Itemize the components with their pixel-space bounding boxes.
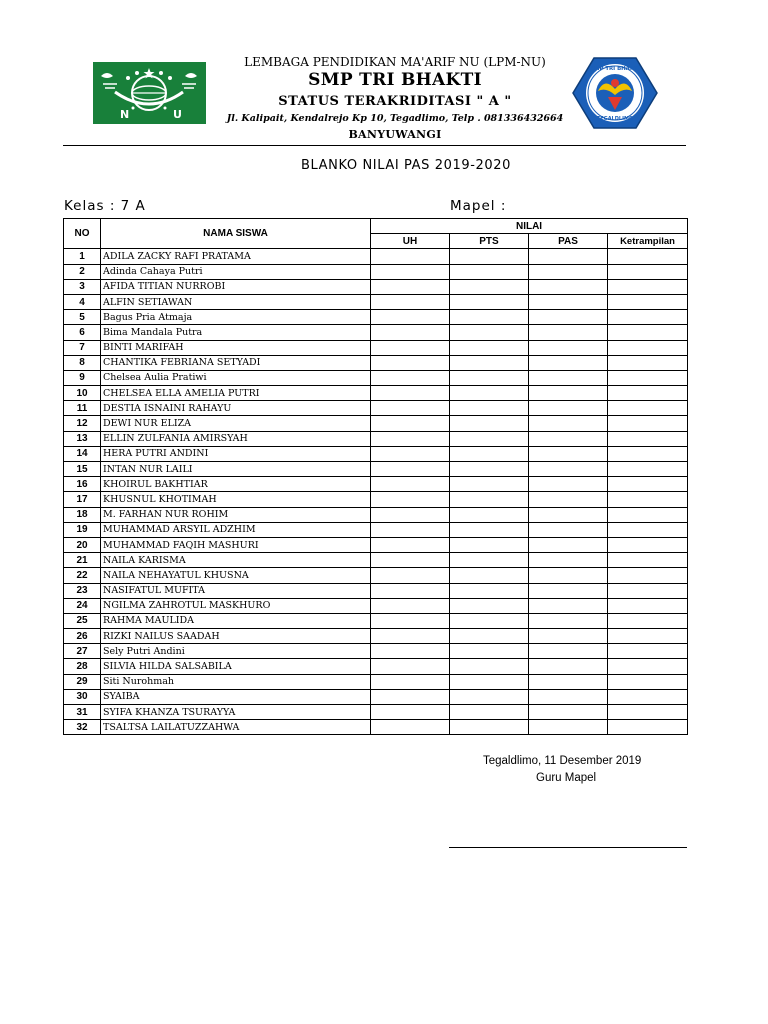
grade-cell-uh[interactable] <box>371 613 450 628</box>
grade-cell-pts[interactable] <box>450 401 529 416</box>
grade-cell-pas[interactable] <box>529 325 608 340</box>
grade-cell-pts[interactable] <box>450 674 529 689</box>
grade-cell-pts[interactable] <box>450 446 529 461</box>
grade-cell-pts[interactable] <box>450 310 529 325</box>
row-number: 15 <box>64 462 101 477</box>
grade-cell-ketrampilan[interactable] <box>608 325 688 340</box>
table-row <box>64 264 688 279</box>
grade-cell-pts[interactable] <box>450 416 529 431</box>
institution-name: LEMBAGA PENDIDIKAN MA'ARIF NU (LPM-NU) <box>244 55 546 69</box>
student-name: KHOIRUL BAKHTIAR <box>101 477 371 492</box>
row-number: 2 <box>64 264 101 279</box>
header-ketrampilan: Ketrampilan <box>608 234 688 249</box>
student-name: HERA PUTRI ANDINI <box>101 446 371 461</box>
grade-cell-pas[interactable] <box>529 310 608 325</box>
row-number: 19 <box>64 522 101 537</box>
table-row <box>64 355 688 370</box>
signature-role: Guru Mapel <box>536 772 597 784</box>
row-number: 14 <box>64 446 101 461</box>
student-name: NAILA KARISMA <box>101 553 371 568</box>
grade-cell-ketrampilan[interactable] <box>608 462 688 477</box>
row-number: 16 <box>64 477 101 492</box>
grade-cell-ketrampilan[interactable] <box>608 522 688 537</box>
grade-cell-ketrampilan[interactable] <box>608 279 688 294</box>
grade-cell-ketrampilan[interactable] <box>608 401 688 416</box>
student-name: MUHAMMAD FAQIH MASHURI <box>101 537 371 552</box>
grade-cell-ketrampilan[interactable] <box>608 568 688 583</box>
header-uh: UH <box>371 234 450 249</box>
row-number: 6 <box>64 325 101 340</box>
grade-cell-pts[interactable] <box>450 249 529 264</box>
grade-cell-ketrampilan[interactable] <box>608 386 688 401</box>
grade-cell-pas[interactable] <box>529 507 608 522</box>
school-city: BANYUWANGI <box>348 128 442 141</box>
grade-cell-pts[interactable] <box>450 644 529 659</box>
grade-cell-ketrampilan[interactable] <box>608 659 688 674</box>
header-no: NO <box>64 219 101 249</box>
student-name: DESTIA ISNAINI RAHAYU <box>101 401 371 416</box>
grade-cell-uh[interactable] <box>371 370 450 385</box>
grade-cell-pts[interactable] <box>450 462 529 477</box>
row-number: 20 <box>64 537 101 552</box>
grade-cell-pas[interactable] <box>529 583 608 598</box>
grade-cell-ketrampilan[interactable] <box>608 629 688 644</box>
grade-cell-ketrampilan[interactable] <box>608 492 688 507</box>
grade-cell-pas[interactable] <box>529 553 608 568</box>
grade-cell-ketrampilan[interactable] <box>608 355 688 370</box>
grade-cell-pas[interactable] <box>529 446 608 461</box>
student-name: Bima Mandala Putra <box>101 325 371 340</box>
grade-cell-uh[interactable] <box>371 386 450 401</box>
table-row <box>64 325 688 340</box>
table-row <box>64 386 688 401</box>
row-number: 26 <box>64 629 101 644</box>
table-row <box>64 340 688 355</box>
grade-cell-pts[interactable] <box>450 370 529 385</box>
student-name: INTAN NUR LAILI <box>101 462 371 477</box>
table-row <box>64 310 688 325</box>
grade-cell-uh[interactable] <box>371 553 450 568</box>
grade-cell-ketrampilan[interactable] <box>608 340 688 355</box>
table-row <box>64 720 688 735</box>
table-row <box>64 568 688 583</box>
grade-cell-ketrampilan[interactable] <box>608 249 688 264</box>
grade-cell-pts[interactable] <box>450 720 529 735</box>
table-row <box>64 462 688 477</box>
table-row <box>64 629 688 644</box>
grade-cell-pas[interactable] <box>529 249 608 264</box>
grade-cell-uh[interactable] <box>371 674 450 689</box>
row-number: 24 <box>64 598 101 613</box>
grade-cell-uh[interactable] <box>371 264 450 279</box>
grade-cell-ketrampilan[interactable] <box>608 613 688 628</box>
nu-letter-u: U <box>173 108 182 121</box>
grade-cell-uh[interactable] <box>371 462 450 477</box>
grade-cell-pas[interactable] <box>529 294 608 309</box>
row-number: 31 <box>64 705 101 720</box>
row-number: 4 <box>64 294 101 309</box>
grade-cell-uh[interactable] <box>371 568 450 583</box>
grade-cell-pts[interactable] <box>450 386 529 401</box>
table-row <box>64 279 688 294</box>
grade-cell-uh[interactable] <box>371 522 450 537</box>
row-number: 25 <box>64 613 101 628</box>
grade-cell-uh[interactable] <box>371 446 450 461</box>
student-name: DEWI NUR ELIZA <box>101 416 371 431</box>
table-row <box>64 492 688 507</box>
grade-cell-pas[interactable] <box>529 386 608 401</box>
student-name: ADILA ZACKY RAFI PRATAMA <box>101 249 371 264</box>
school-address: Jl. Kalipait, Kendalrejo Kp 10, Tegadlimo, Telp . 081336432664 <box>226 113 564 124</box>
nu-emblem-icon <box>93 62 206 124</box>
grade-cell-pts[interactable] <box>450 279 529 294</box>
row-number: 1 <box>64 249 101 264</box>
grade-cell-ketrampilan[interactable] <box>608 705 688 720</box>
grade-cell-ketrampilan[interactable] <box>608 477 688 492</box>
table-row <box>64 370 688 385</box>
student-name: Chelsea Aulia Pratiwi <box>101 370 371 385</box>
row-number: 22 <box>64 568 101 583</box>
grade-cell-uh[interactable] <box>371 294 450 309</box>
grade-cell-pts[interactable] <box>450 613 529 628</box>
grade-cell-uh[interactable] <box>371 477 450 492</box>
table-row <box>64 249 688 264</box>
header-pas: PAS <box>529 234 608 249</box>
row-number: 27 <box>64 644 101 659</box>
grade-cell-pas[interactable] <box>529 355 608 370</box>
student-name: NASIFATUL MUFITA <box>101 583 371 598</box>
table-row <box>64 537 688 552</box>
grade-cell-pas[interactable] <box>529 264 608 279</box>
grade-cell-pas[interactable] <box>529 340 608 355</box>
grade-cell-pas[interactable] <box>529 462 608 477</box>
row-number: 21 <box>64 553 101 568</box>
grade-cell-uh[interactable] <box>371 629 450 644</box>
grade-cell-ketrampilan[interactable] <box>608 507 688 522</box>
table-row <box>64 507 688 522</box>
grade-cell-ketrampilan[interactable] <box>608 264 688 279</box>
grade-cell-uh[interactable] <box>371 689 450 704</box>
student-name: BINTI MARIFAH <box>101 340 371 355</box>
signature-line <box>449 847 687 848</box>
table-row <box>64 416 688 431</box>
student-name: SYAIBA <box>101 689 371 704</box>
row-number: 10 <box>64 386 101 401</box>
grade-cell-pts[interactable] <box>450 340 529 355</box>
grade-cell-pas[interactable] <box>529 613 608 628</box>
table-row <box>64 431 688 446</box>
row-number: 30 <box>64 689 101 704</box>
grade-cell-pts[interactable] <box>450 477 529 492</box>
nu-logo <box>93 62 206 124</box>
grade-cell-ketrampilan[interactable] <box>608 583 688 598</box>
header-pts: PTS <box>450 234 529 249</box>
table-row <box>64 583 688 598</box>
nu-letter-n: N <box>120 108 130 121</box>
grade-cell-uh[interactable] <box>371 507 450 522</box>
subject-label: Mapel : <box>450 198 507 214</box>
grade-cell-uh[interactable] <box>371 705 450 720</box>
grade-cell-pas[interactable] <box>529 401 608 416</box>
grade-cell-pas[interactable] <box>529 629 608 644</box>
grade-cell-pts[interactable] <box>450 705 529 720</box>
student-name: NGILMA ZAHROTUL MASKHURO <box>101 598 371 613</box>
student-rows <box>64 249 688 735</box>
grade-cell-ketrampilan[interactable] <box>608 416 688 431</box>
grade-cell-uh[interactable] <box>371 340 450 355</box>
row-number: 3 <box>64 279 101 294</box>
grade-cell-uh[interactable] <box>371 598 450 613</box>
row-number: 18 <box>64 507 101 522</box>
student-name: Bagus Pria Atmaja <box>101 310 371 325</box>
grade-cell-uh[interactable] <box>371 279 450 294</box>
grade-cell-pas[interactable] <box>529 674 608 689</box>
student-name: AFIDA TITIAN NURROBI <box>101 279 371 294</box>
grade-cell-pas[interactable] <box>529 598 608 613</box>
grade-cell-uh[interactable] <box>371 644 450 659</box>
badge-bottom-text: TEGALDLIMO <box>596 116 634 122</box>
document-title: BLANKO NILAI PAS 2019-2020 <box>301 158 511 173</box>
row-number: 23 <box>64 583 101 598</box>
grade-cell-ketrampilan[interactable] <box>608 370 688 385</box>
grade-cell-pas[interactable] <box>529 492 608 507</box>
grade-cell-uh[interactable] <box>371 249 450 264</box>
grade-cell-pas[interactable] <box>529 431 608 446</box>
grade-cell-pas[interactable] <box>529 568 608 583</box>
grade-cell-ketrampilan[interactable] <box>608 431 688 446</box>
row-number: 11 <box>64 401 101 416</box>
table-row <box>64 705 688 720</box>
row-number: 7 <box>64 340 101 355</box>
grade-cell-uh[interactable] <box>371 537 450 552</box>
grade-cell-pas[interactable] <box>529 477 608 492</box>
grade-cell-ketrampilan[interactable] <box>608 598 688 613</box>
table-row <box>64 401 688 416</box>
grade-cell-ketrampilan[interactable] <box>608 310 688 325</box>
grade-cell-pts[interactable] <box>450 522 529 537</box>
table-row <box>64 553 688 568</box>
row-number: 28 <box>64 659 101 674</box>
grade-cell-ketrampilan[interactable] <box>608 446 688 461</box>
grade-cell-ketrampilan[interactable] <box>608 644 688 659</box>
grade-cell-uh[interactable] <box>371 325 450 340</box>
row-number: 13 <box>64 431 101 446</box>
table-row <box>64 522 688 537</box>
grade-cell-uh[interactable] <box>371 416 450 431</box>
grade-cell-uh[interactable] <box>371 583 450 598</box>
grade-cell-pas[interactable] <box>529 416 608 431</box>
student-name: RAHMA MAULIDA <box>101 613 371 628</box>
row-number: 9 <box>64 370 101 385</box>
student-name: Siti Nurohmah <box>101 674 371 689</box>
grade-cell-pts[interactable] <box>450 689 529 704</box>
row-number: 8 <box>64 355 101 370</box>
grade-cell-ketrampilan[interactable] <box>608 537 688 552</box>
grade-cell-pts[interactable] <box>450 294 529 309</box>
row-number: 12 <box>64 416 101 431</box>
grade-cell-pts[interactable] <box>450 492 529 507</box>
grade-cell-pts[interactable] <box>450 598 529 613</box>
grade-cell-uh[interactable] <box>371 720 450 735</box>
table-row <box>64 477 688 492</box>
school-name: SMP TRI BHAKTI <box>308 70 482 90</box>
grade-cell-pts[interactable] <box>450 629 529 644</box>
grade-cell-ketrampilan[interactable] <box>608 674 688 689</box>
grade-cell-pts[interactable] <box>450 264 529 279</box>
table-row <box>64 659 688 674</box>
grade-cell-ketrampilan[interactable] <box>608 294 688 309</box>
class-label: Kelas : 7 A <box>64 198 146 214</box>
grade-cell-pts[interactable] <box>450 537 529 552</box>
student-name: KHUSNUL KHOTIMAH <box>101 492 371 507</box>
student-name: CHANTIKA FEBRIANA SETYADI <box>101 355 371 370</box>
student-name: ELLIN ZULFANIA AMIRSYAH <box>101 431 371 446</box>
grade-cell-pts[interactable] <box>450 355 529 370</box>
student-name: CHELSEA ELLA AMELIA PUTRI <box>101 386 371 401</box>
grade-cell-pts[interactable] <box>450 553 529 568</box>
table-row <box>64 674 688 689</box>
header-nilai: NILAI <box>371 219 688 234</box>
grade-cell-uh[interactable] <box>371 401 450 416</box>
row-number: 17 <box>64 492 101 507</box>
student-name: TSALTSA LAILATUZZAHWA <box>101 720 371 735</box>
grade-cell-ketrampilan[interactable] <box>608 689 688 704</box>
student-name: SILVIA HILDA SALSABILA <box>101 659 371 674</box>
row-number: 5 <box>64 310 101 325</box>
student-name: ALFIN SETIAWAN <box>101 294 371 309</box>
grade-cell-uh[interactable] <box>371 492 450 507</box>
accreditation-status: STATUS TERAKRIDITASI " A " <box>278 94 512 109</box>
student-name: RIZKI NAILUS SAADAH <box>101 629 371 644</box>
grade-cell-uh[interactable] <box>371 355 450 370</box>
student-name: MUHAMMAD ARSYIL ADZHIM <box>101 522 371 537</box>
grade-cell-pts[interactable] <box>450 659 529 674</box>
grade-cell-pas[interactable] <box>529 279 608 294</box>
table-row <box>64 294 688 309</box>
table-row <box>64 644 688 659</box>
badge-top-text: SMP TRI BHAKTI <box>590 66 640 72</box>
table-row <box>64 446 688 461</box>
signature-place-date: Tegaldlimo, 11 Desember 2019 <box>483 755 642 767</box>
student-name: SYIFA KHANZA TSURAYYA <box>101 705 371 720</box>
table-row <box>64 613 688 628</box>
grade-cell-pas[interactable] <box>529 720 608 735</box>
grade-cell-pas[interactable] <box>529 689 608 704</box>
grade-cell-pts[interactable] <box>450 325 529 340</box>
table-row <box>64 689 688 704</box>
student-name: Sely Putri Andini <box>101 644 371 659</box>
student-name: NAILA NEHAYATUL KHUSNA <box>101 568 371 583</box>
grade-cell-pas[interactable] <box>529 537 608 552</box>
table-row <box>64 598 688 613</box>
row-number: 29 <box>64 674 101 689</box>
grade-cell-pas[interactable] <box>529 644 608 659</box>
row-number: 32 <box>64 720 101 735</box>
letterhead-divider <box>63 145 686 146</box>
header-name: NAMA SISWA <box>101 219 371 249</box>
student-name: Adinda Cahaya Putri <box>101 264 371 279</box>
grade-cell-pas[interactable] <box>529 659 608 674</box>
grade-cell-pas[interactable] <box>529 522 608 537</box>
grade-cell-pas[interactable] <box>529 370 608 385</box>
grade-cell-uh[interactable] <box>371 659 450 674</box>
student-name: M. FARHAN NUR ROHIM <box>101 507 371 522</box>
grade-cell-uh[interactable] <box>371 431 450 446</box>
grade-cell-pts[interactable] <box>450 568 529 583</box>
grade-cell-pts[interactable] <box>450 507 529 522</box>
grade-table <box>63 218 688 735</box>
grade-cell-pas[interactable] <box>529 705 608 720</box>
grade-cell-pts[interactable] <box>450 431 529 446</box>
grade-cell-pts[interactable] <box>450 583 529 598</box>
grade-cell-uh[interactable] <box>371 310 450 325</box>
grade-cell-ketrampilan[interactable] <box>608 553 688 568</box>
grade-cell-ketrampilan[interactable] <box>608 720 688 735</box>
